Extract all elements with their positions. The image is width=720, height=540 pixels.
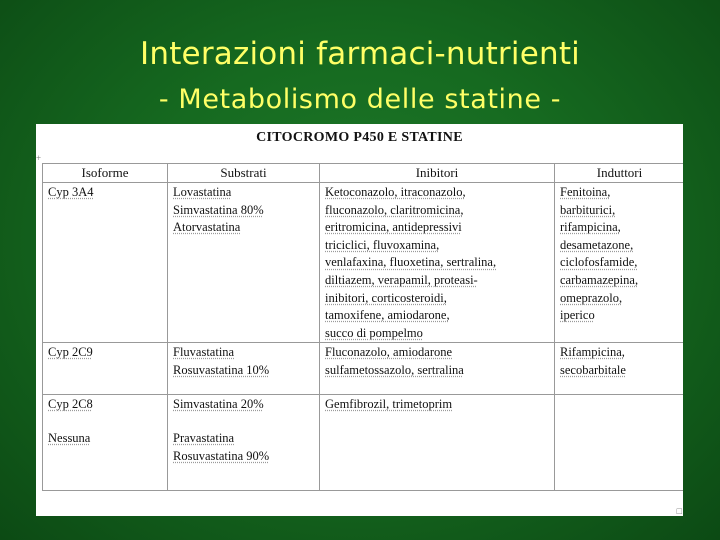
isoform-line: Cyp 2C9 [48,345,93,360]
substrates-cell [168,395,320,491]
statins-table [42,163,683,491]
inducers-line: ciclofosfamide, [560,255,638,270]
inhibitors-line: triciclici, fluvoxamina, [325,237,440,252]
substrates-line: Pravastatina [173,430,235,445]
isoform-line: Cyp 2C8 [48,397,93,412]
header-substrati: Substrati [168,164,320,183]
table-header-row [43,164,684,183]
slide-title: Interazioni farmaci-nutrienti [140,36,580,72]
isoform-line: Cyp 3A4 [48,185,94,199]
inhibitors-line: fluconazolo, claritromicina, [325,202,464,217]
substrates-line: Rosuvastatina 90% [173,448,270,463]
inhibitors-cell [320,395,555,491]
inhibitors-line: eritromicina, antidepressivi [325,220,462,235]
header-inibitori: Inibitori [320,164,555,183]
inducers-line: iperico [560,308,595,323]
isoform-cell [43,183,168,343]
inducers-line: secobarbitale [560,362,626,377]
table-title: CITOCROMO P450 E STATINE [256,130,463,145]
inhibitors-line: venlafaxina, fluoxetina, sertralina, [325,255,497,270]
inducers-line: Fenitoina, [560,185,611,199]
inducers-line: omeprazolo, [560,290,623,305]
substrates-line: Atorvastatina [173,220,241,235]
table-row [43,183,684,343]
substrates-line: Rosuvastatina 10% [173,362,270,377]
inhibitors-line: Ketoconazolo, itraconazolo, [325,185,466,199]
inhibitors-line: inibitori, corticosteroidi, [325,290,447,305]
inhibitors-line: succo di pompelmo [325,325,423,340]
isoform-cell [43,343,168,395]
table-row [43,343,684,395]
inducers-line: barbiturici, [560,202,616,217]
inducers-cell [555,183,684,343]
corner-mark: □ [676,506,682,516]
substrates-line: Fluvastatina [173,345,235,360]
substrates-line: Lovastatina [173,185,232,199]
inhibitors-line: diltiazem, verapamil, proteasi- [325,272,478,287]
inhibitors-line: Fluconazolo, amiodarone [325,345,453,360]
header-isoforme: Isoforme [43,164,168,183]
slide-subtitle: - Metabolismo delle statine - [158,84,562,115]
table-row [43,395,684,491]
inhibitors-cell [320,183,555,343]
isoform-cell [43,395,168,491]
cell-gap [48,414,167,430]
table-image [36,124,683,516]
inhibitors-line: Gemfibrozil, trimetoprim [325,397,453,412]
substrates-line: Simvastatina 20% [173,397,264,412]
inducers-cell [555,343,684,395]
cell-gap [173,414,319,430]
header-induttori: Induttori [555,164,684,183]
inducers-line: carbamazepina, [560,272,639,287]
inducers-line: Rifampicina, [560,345,625,360]
substrates-cell [168,183,320,343]
anchor-mark: + [36,153,42,163]
isoform-line: Nessuna [48,430,91,445]
substrates-line: Simvastatina 80% [173,202,264,217]
inhibitors-line: sulfametossazolo, sertralina [325,362,464,377]
inducers-line: rifampicina, [560,220,621,235]
inducers-cell [555,395,684,491]
substrates-cell [168,343,320,395]
inducers-line: desametazone, [560,237,634,252]
inhibitors-line: tamoxifene, amiodarone, [325,308,450,323]
inhibitors-cell [320,343,555,395]
